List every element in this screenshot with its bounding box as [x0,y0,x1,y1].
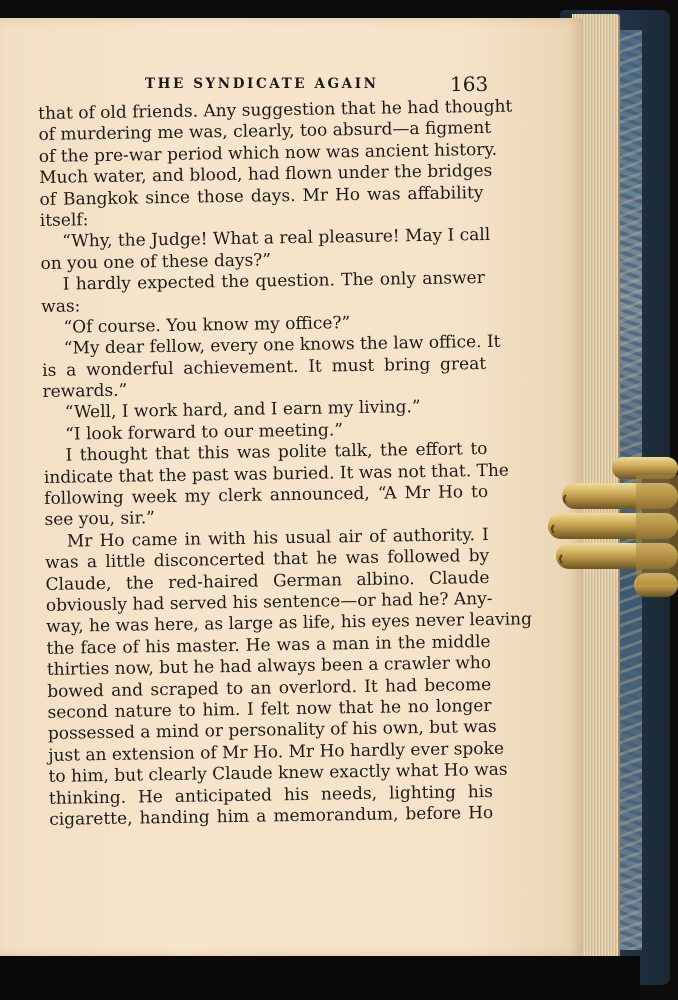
text-line: is a wonderful achievement. It must bring great [42,353,487,381]
text-line: was a little disconcerted that he was followed by [45,546,490,574]
text-line: was: [41,295,81,317]
running-head [145,68,585,98]
text-line: that of old friends. Any suggestion that he had thought [38,96,513,124]
text-line: just an extension of Mr Ho. Mr Ho hardly ever spoke [48,738,505,766]
text-line: thinking. He anticipated his needs, lighting his [48,781,494,809]
text-line: itself: [39,210,89,231]
text-line: “I look forward to our meeting.” [65,420,344,445]
text-line: I thought that this was polite talk, the effort to [65,439,488,466]
chapter-title: THE SYNDICATE AGAIN [145,76,379,92]
text-line: Claude, the red-haired German albino. Claude [45,567,490,595]
text-line: second nature to him. I felt now that he no longer [47,695,492,723]
text-line: obviously had served his sentence—or had he? Any- [45,588,493,616]
text-line: “My dear fellow, every one knows the law office. It [63,332,501,359]
text-line: cigarette, handing him a memorandum, before Ho [49,802,494,830]
text-line: possessed a mind or personality of his own, but was [47,717,497,745]
text-line: I hardly expected the question. The only answer [62,268,485,295]
text-line: Mr Ho came in with his usual air of authority. I [66,524,489,552]
text-line: “Well, I work hard, and I earn my living.” [64,397,421,424]
text-line: of murdering me was, clearly, too absurd—a figment [38,118,492,146]
text-line: Much water, and blood, had flown under the bridges [39,161,493,189]
text-line: to him, but clearly Claude knew exactly what Ho was [48,759,508,788]
text-line: of the pre-war period which now was ancient history. [38,139,498,167]
text-line: on you one of these days?” [40,250,272,274]
text-line: “Why, the Judge! What a real pleasure! May I call [62,225,491,252]
table-surface [0,956,640,1000]
text-line: the face of his master. He was a man in the middle [46,631,491,659]
text-line: rewards.” [42,380,128,403]
text-line: bowed and scraped to an overlord. It had become [47,674,492,702]
text-line: way, he was here, as large as life, his eyes never leaving [46,609,533,638]
text-line: following week my clerk announced, “A Mr Ho to [44,482,489,509]
brass-hand-page-holder-icon [546,455,678,603]
text-line: of Bangkok since those days. Mr Ho was affability [39,182,484,210]
text-line: “Of course. You know my office?” [63,313,351,338]
body-text [38,96,533,831]
text-line: see you, sir.” [44,508,156,531]
text-line: indicate that the past was buried. It was not that. The [43,460,510,488]
text-line: thirties now, but he had always been a crawler who [46,653,492,681]
page-number: 163 [450,72,489,96]
